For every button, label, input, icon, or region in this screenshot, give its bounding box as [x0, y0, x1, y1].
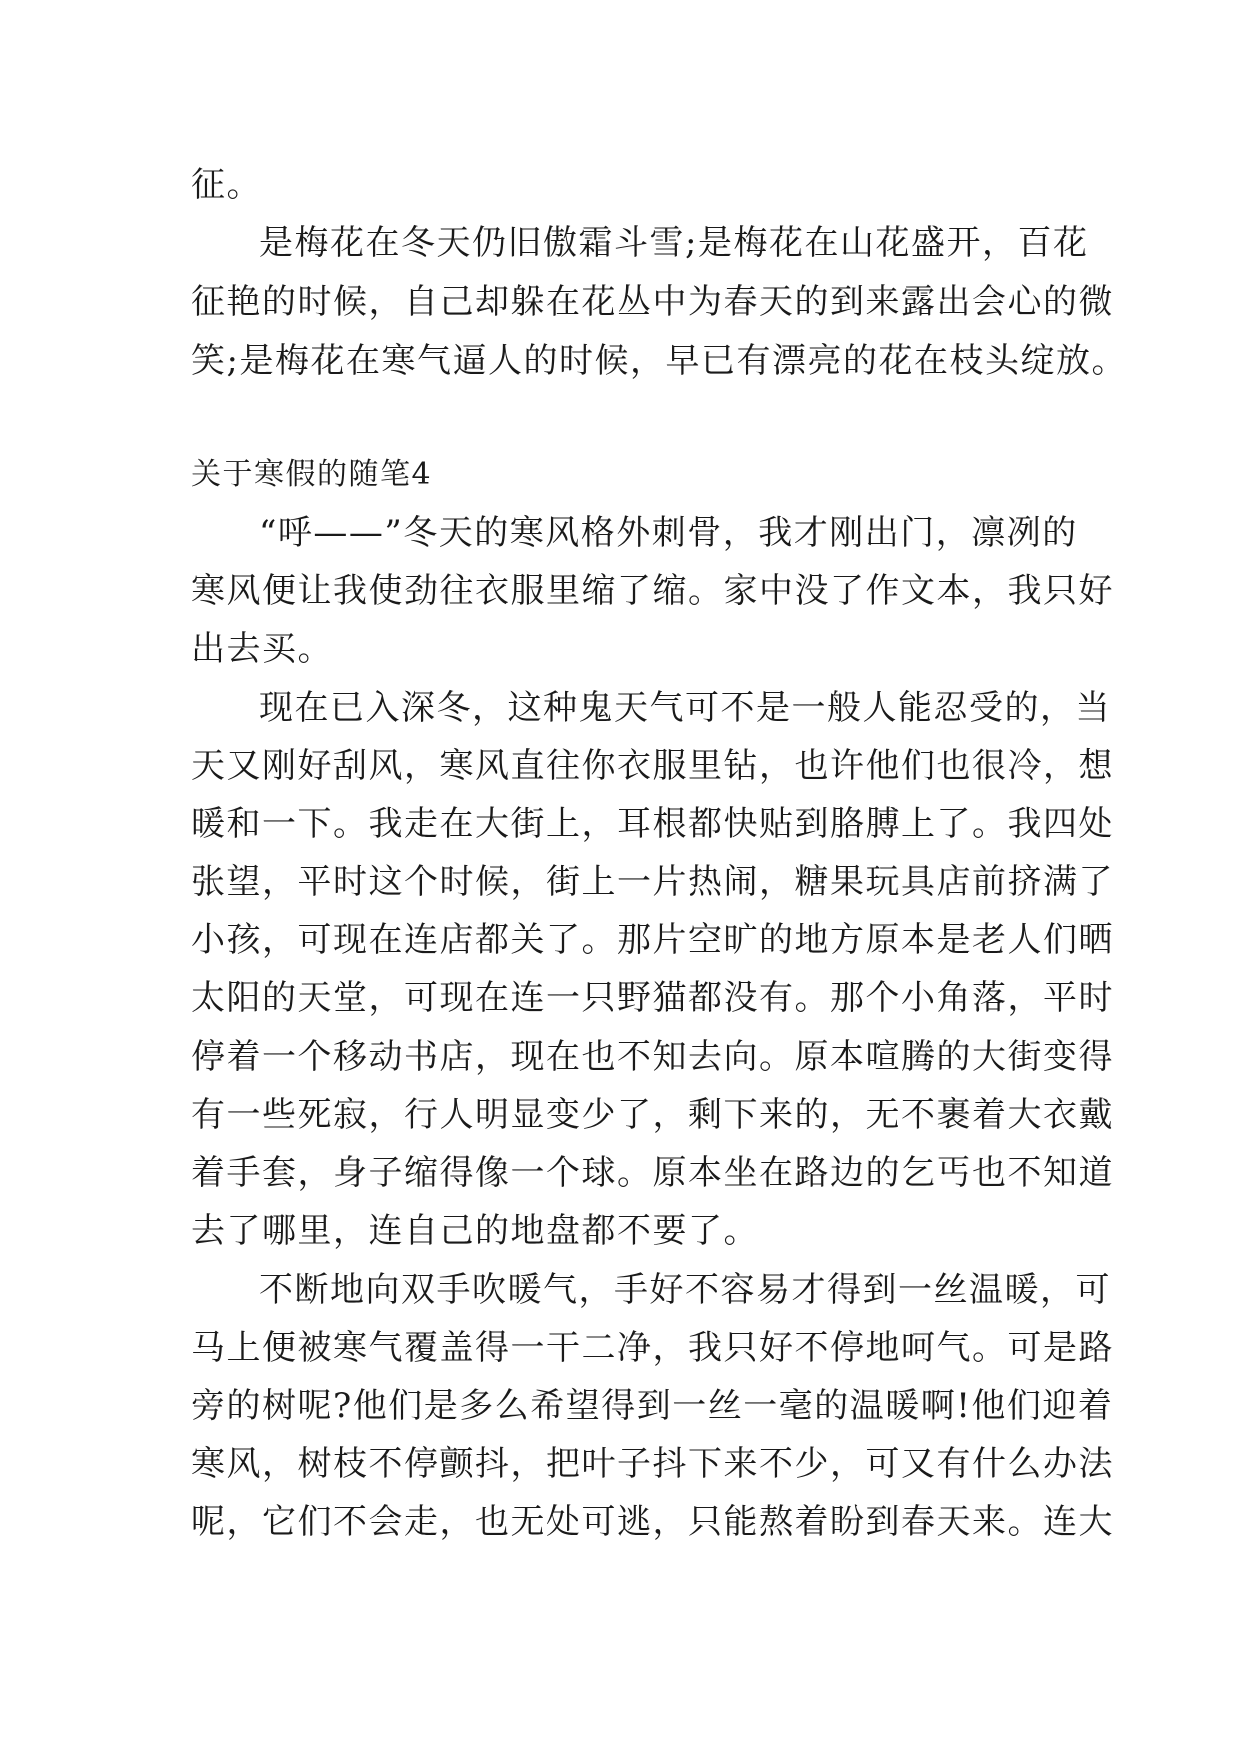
text-line: 停着一个移动书店，现在也不知去向。原本喧腾的大街变得: [191, 1037, 1114, 1077]
paragraph-first-line: 是梅花在冬天仍旧傲霜斗雪;是梅花在山花盛开，百花: [259, 223, 1089, 263]
text-line: 马上便被寒气覆盖得一干二净，我只好不停地呵气。可是路: [191, 1328, 1114, 1368]
text-line: 旁的树呢?他们是多么希望得到一丝一毫的温暖啊!他们迎着: [191, 1386, 1114, 1426]
paragraph-first-line: 现在已入深冬，这种鬼天气可不是一般人能忍受的，当: [259, 688, 1111, 728]
text-line: 张望，平时这个时候，街上一片热闹，糖果玩具店前挤满了: [191, 862, 1114, 902]
text-line: 寒风，树枝不停颤抖，把叶子抖下来不少，可又有什么办法: [191, 1444, 1114, 1484]
paragraph-first-line: 不断地向双手吹暖气，手好不容易才得到一丝温暖，可: [259, 1270, 1111, 1310]
text-line: 征艳的时候，自己却躲在花丛中为春天的到来露出会心的微: [191, 282, 1114, 322]
text-line: 小孩，可现在连店都关了。那片空旷的地方原本是老人们晒: [191, 920, 1114, 960]
text-line: 天又刚好刮风，寒风直往你衣服里钻，也许他们也很冷，想: [191, 746, 1114, 786]
text-line: 暖和一下。我走在大街上，耳根都快贴到胳膊上了。我四处: [191, 804, 1114, 844]
text-line: 寒风便让我使劲往衣服里缩了缩。家中没了作文本，我只好: [191, 571, 1114, 611]
text-line: 太阳的天堂，可现在连一只野猫都没有。那个小角落，平时: [191, 978, 1114, 1018]
paragraph-first-line: “呼——”冬天的寒风格外刺骨，我才刚出门，凛冽的: [259, 513, 1078, 553]
text-line: 呢，它们不会走，也无处可逃，只能熬着盼到春天来。连大: [191, 1502, 1114, 1542]
text-line: 笑;是梅花在寒气逼人的时候，早已有漂亮的花在枝头绽放。: [191, 341, 1127, 381]
section-heading: 关于寒假的随笔4: [191, 457, 433, 492]
text-line: 去了哪里，连自己的地盘都不要了。: [191, 1211, 759, 1251]
text-line: 出去买。: [191, 629, 333, 669]
text-line: 有一些死寂，行人明显变少了，剩下来的，无不裹着大衣戴: [191, 1095, 1114, 1135]
text-line: 征。: [191, 165, 262, 205]
text-line: 着手套，身子缩得像一个球。原本坐在路边的乞丐也不知道: [191, 1153, 1114, 1193]
